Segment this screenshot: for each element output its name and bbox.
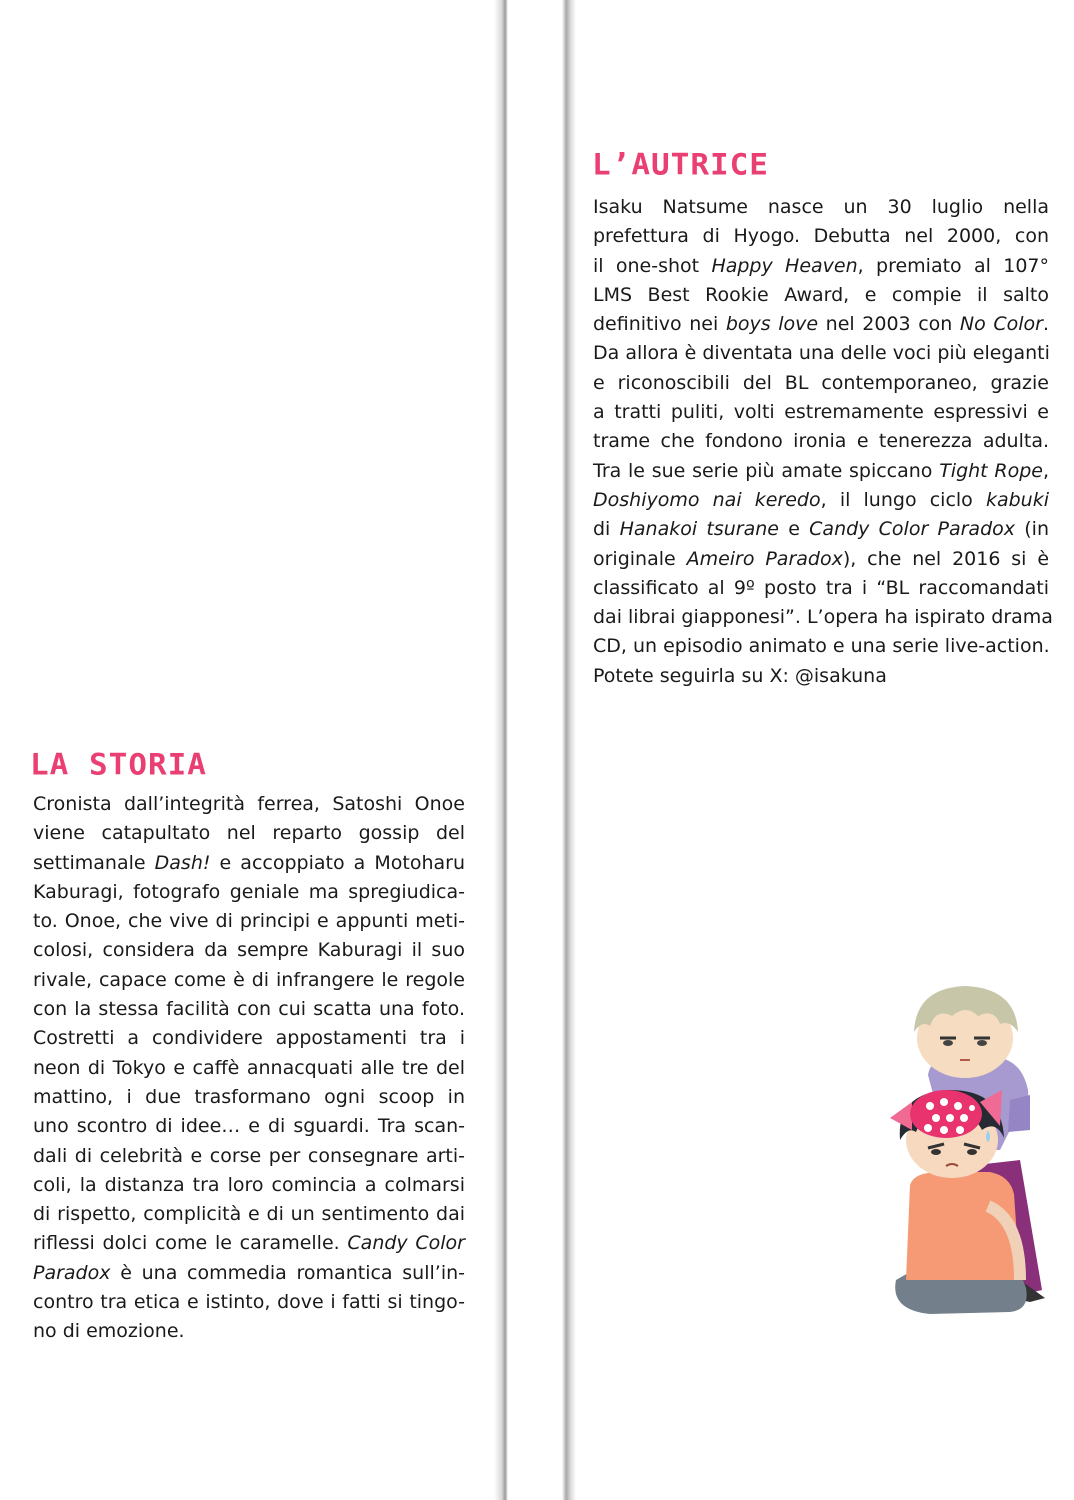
text-run: prefettura di Hyogo. Debutta nel 2000, con bbox=[593, 225, 1049, 248]
text-line bbox=[593, 515, 1049, 544]
text-run: , il lungo ciclo bbox=[820, 488, 986, 511]
italic-title: Paradox bbox=[33, 1261, 111, 1284]
text-line bbox=[33, 849, 465, 878]
author-bio bbox=[593, 193, 1053, 691]
text-run: a tratti puliti, volti estremamente espressivi e bbox=[593, 401, 1049, 424]
text-line bbox=[593, 632, 1049, 661]
text-line bbox=[33, 1200, 465, 1229]
italic-title: Candy Color Paradox bbox=[809, 518, 1016, 541]
italic-title: kabuki bbox=[985, 488, 1049, 511]
text-line bbox=[33, 1259, 465, 1288]
text-run: e accoppiato a Motoharu bbox=[210, 851, 465, 874]
text-line bbox=[593, 339, 1049, 368]
text-line bbox=[33, 907, 465, 936]
text-run: di bbox=[593, 518, 620, 541]
text-line bbox=[33, 1171, 465, 1200]
text-line bbox=[593, 310, 1049, 339]
text-line bbox=[593, 398, 1049, 427]
text-run: neon di Tokyo e caffè annacquati alle tre del bbox=[33, 1056, 465, 1079]
text-run: nel 2003 con bbox=[818, 313, 960, 336]
text-line bbox=[33, 819, 465, 848]
text-run: Potete seguirla su X: @isakuna bbox=[593, 664, 887, 687]
italic-title: Happy Heaven bbox=[711, 254, 858, 277]
text-line bbox=[593, 545, 1049, 574]
text-run: CD, un episodio animato e una serie live-action. bbox=[593, 635, 1050, 658]
text-line bbox=[33, 1142, 465, 1171]
text-run: Da allora è diventata una delle voci più eleganti bbox=[593, 342, 1050, 365]
text-run: uno scontro di idee… e di sguardi. Tra scan- bbox=[33, 1115, 465, 1138]
text-line bbox=[593, 252, 1049, 281]
italic-title: Dash! bbox=[154, 851, 211, 874]
italic-title: boys love bbox=[725, 313, 819, 336]
text-run: è una commedia romantica sull’in- bbox=[110, 1261, 465, 1284]
text-run: colosi, considera da sempre Kaburagi il suo bbox=[33, 939, 465, 962]
story-synopsis bbox=[33, 790, 465, 1347]
text-run: to. Onoe, che vive di principi e appunti meti- bbox=[33, 910, 465, 933]
text-line bbox=[33, 1229, 465, 1258]
text-run: classificato al 9º posto tra i “BL raccomandati bbox=[593, 576, 1049, 599]
text-run: (in bbox=[1015, 518, 1049, 541]
text-run: con la stessa facilità con cui scatta una foto. bbox=[33, 998, 465, 1021]
story-section-title: LA STORIA bbox=[30, 748, 207, 783]
text-line bbox=[593, 574, 1049, 603]
text-run: LMS Best Rookie Award, e compie il salto bbox=[593, 283, 1049, 306]
text-run: coli, la distanza tra loro comincia a colmarsi bbox=[33, 1173, 465, 1196]
text-line bbox=[33, 790, 465, 819]
text-run: di rispetto, complicità e di un sentimento dai bbox=[33, 1203, 465, 1226]
page-gutter-right bbox=[562, 0, 576, 1500]
text-line bbox=[593, 193, 1049, 222]
text-line bbox=[33, 1317, 465, 1346]
author-section-title: L’AUTRICE bbox=[592, 148, 769, 183]
text-line bbox=[593, 281, 1049, 310]
text-line bbox=[33, 1288, 465, 1317]
text-run: , bbox=[1042, 459, 1049, 482]
text-run: trame che fondono ironia e tenerezza adulta. bbox=[593, 430, 1049, 453]
text-run: e riconoscibili del BL contemporaneo, grazie bbox=[593, 371, 1049, 394]
text-line bbox=[33, 1083, 465, 1112]
text-line bbox=[593, 222, 1049, 251]
text-line bbox=[33, 1024, 465, 1053]
text-run: , premiato al 107° bbox=[857, 254, 1049, 277]
text-line bbox=[33, 1112, 465, 1141]
italic-title: No Color bbox=[959, 313, 1043, 336]
italic-title: Candy Color bbox=[347, 1232, 465, 1255]
text-run: e bbox=[778, 518, 810, 541]
text-run: settimanale bbox=[33, 851, 155, 874]
text-line bbox=[33, 936, 465, 965]
text-line bbox=[33, 995, 465, 1024]
chibi-characters-with-candy-illustration bbox=[870, 980, 1060, 1320]
text-run: contro tra etica e istinto, dove i fatti si tingo- bbox=[33, 1291, 465, 1314]
italic-title: Hanakoi tsurane bbox=[619, 518, 779, 541]
text-run: dai librai giapponesi”. L’opera ha ispirato drama bbox=[593, 606, 1053, 629]
text-run: originale bbox=[593, 547, 687, 570]
text-line bbox=[593, 369, 1049, 398]
text-run: no di emozione. bbox=[33, 1320, 185, 1343]
text-run: viene catapultato nel reparto gossip del bbox=[33, 822, 465, 845]
text-run: rivale, capace come è di infrangere le regole bbox=[33, 968, 465, 991]
italic-title: Doshiyomo nai keredo bbox=[593, 488, 821, 511]
text-run: definitivo nei bbox=[593, 313, 726, 336]
text-line bbox=[33, 878, 465, 907]
text-run: mattino, i due trasformano ogni scoop in bbox=[33, 1085, 465, 1108]
text-line bbox=[593, 486, 1049, 515]
text-run: dali di celebrità e corse per consegnare arti- bbox=[33, 1144, 465, 1167]
text-run: Costretti a condividere appostamenti tra i bbox=[33, 1027, 465, 1050]
text-line bbox=[593, 603, 1053, 632]
text-line bbox=[33, 966, 465, 995]
text-run: . bbox=[1042, 313, 1049, 336]
text-line bbox=[593, 662, 1049, 691]
italic-title: Ameiro Paradox bbox=[686, 547, 843, 570]
text-run: Tra le sue serie più amate spiccano bbox=[593, 459, 940, 482]
text-run: ), che nel 2016 si è bbox=[842, 547, 1050, 570]
text-run: Isaku Natsume nasce un 30 luglio nella bbox=[593, 196, 1049, 218]
text-line bbox=[593, 457, 1049, 486]
text-run: Cronista dall’integrità ferrea, Satoshi Onoe bbox=[33, 793, 465, 815]
page-gutter-left bbox=[494, 0, 508, 1500]
italic-title: Tight Rope bbox=[939, 459, 1043, 482]
text-run: riflessi dolci come le caramelle. bbox=[33, 1232, 348, 1255]
text-run: il one-shot bbox=[593, 254, 712, 277]
text-line bbox=[33, 1054, 465, 1083]
text-run: Kaburagi, fotografo geniale ma spregiudica- bbox=[33, 880, 465, 903]
text-line bbox=[593, 427, 1049, 456]
